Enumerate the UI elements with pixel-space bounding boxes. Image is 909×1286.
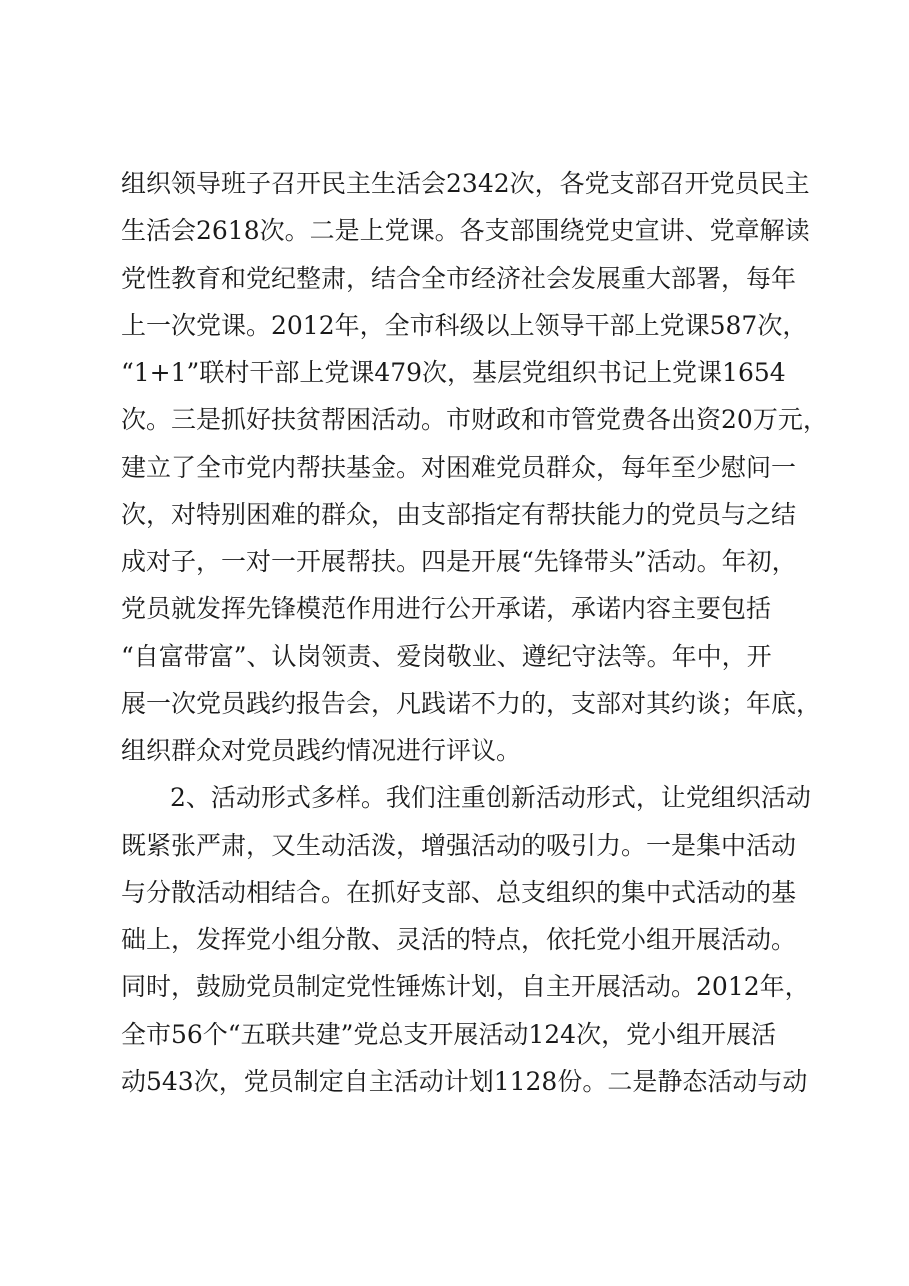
text-line-15: 既紧张严肃，又生动活泼，增强活动的吸引力。一是集中活动 — [121, 831, 797, 860]
text-line-20: 动543次，党员制定自主活动计划1128份。二是静态活动与动 — [121, 1067, 808, 1096]
text-line-1: 组织领导班子召开民主生活会2342次，各党支部召开党员民主 — [121, 169, 810, 198]
text-line-16: 与分散活动相结合。在抓好支部、总支组织的集中式活动的基 — [121, 878, 797, 907]
text-line-10: 党员就发挥先锋模范作用进行公开承诺，承诺内容主要包括 — [121, 594, 772, 623]
text-line-5: “1+1”联村干部上党课479次，基层党组织书记上党课1654 — [121, 358, 786, 387]
text-line-13: 组织群众对党员践约情况进行评议。 — [121, 736, 522, 765]
text-line-18: 同时，鼓励党员制定党性锤炼计划，自主开展活动。2012年， — [121, 972, 810, 1001]
text-line-6: 次。三是抓好扶贫帮困活动。市财政和市管党费各出资20万元， — [121, 405, 828, 434]
text-line-4: 上一次党课。2012年，全市科级以上领导干部上党课587次， — [121, 311, 808, 340]
text-line-8: 次，对特别困难的群众，由支部指定有帮扶能力的党员与之结 — [121, 500, 797, 529]
text-line-12: 展一次党员践约报告会，凡践诺不力的，支部对其约谈；年底， — [121, 689, 822, 718]
paragraph-2-first-line: 2、活动形式多样。我们注重创新活动形式，让党组织活动 — [170, 783, 811, 812]
text-line-17: 础上，发挥党小组分散、灵活的特点，依托党小组开展活动。 — [121, 925, 797, 954]
text-line-3: 党性教育和党纪整肃，结合全市经济社会发展重大部署，每年 — [121, 264, 797, 293]
text-line-11: “自富带富”、认岗领责、爱岗敬业、遵纪守法等。年中，开 — [121, 642, 772, 671]
text-line-9: 成对子，一对一开展帮扶。四是开展“先锋带头”活动。年初， — [121, 547, 797, 576]
text-line-2: 生活会2618次。二是上党课。各支部围绕党史宣讲、党章解读 — [121, 216, 810, 245]
text-line-19: 全市56个“五联共建”党总支开展活动124次，党小组开展活 — [121, 1020, 777, 1049]
text-line-7: 建立了全市党内帮扶基金。对困难党员群众，每年至少慰问一 — [121, 453, 797, 482]
